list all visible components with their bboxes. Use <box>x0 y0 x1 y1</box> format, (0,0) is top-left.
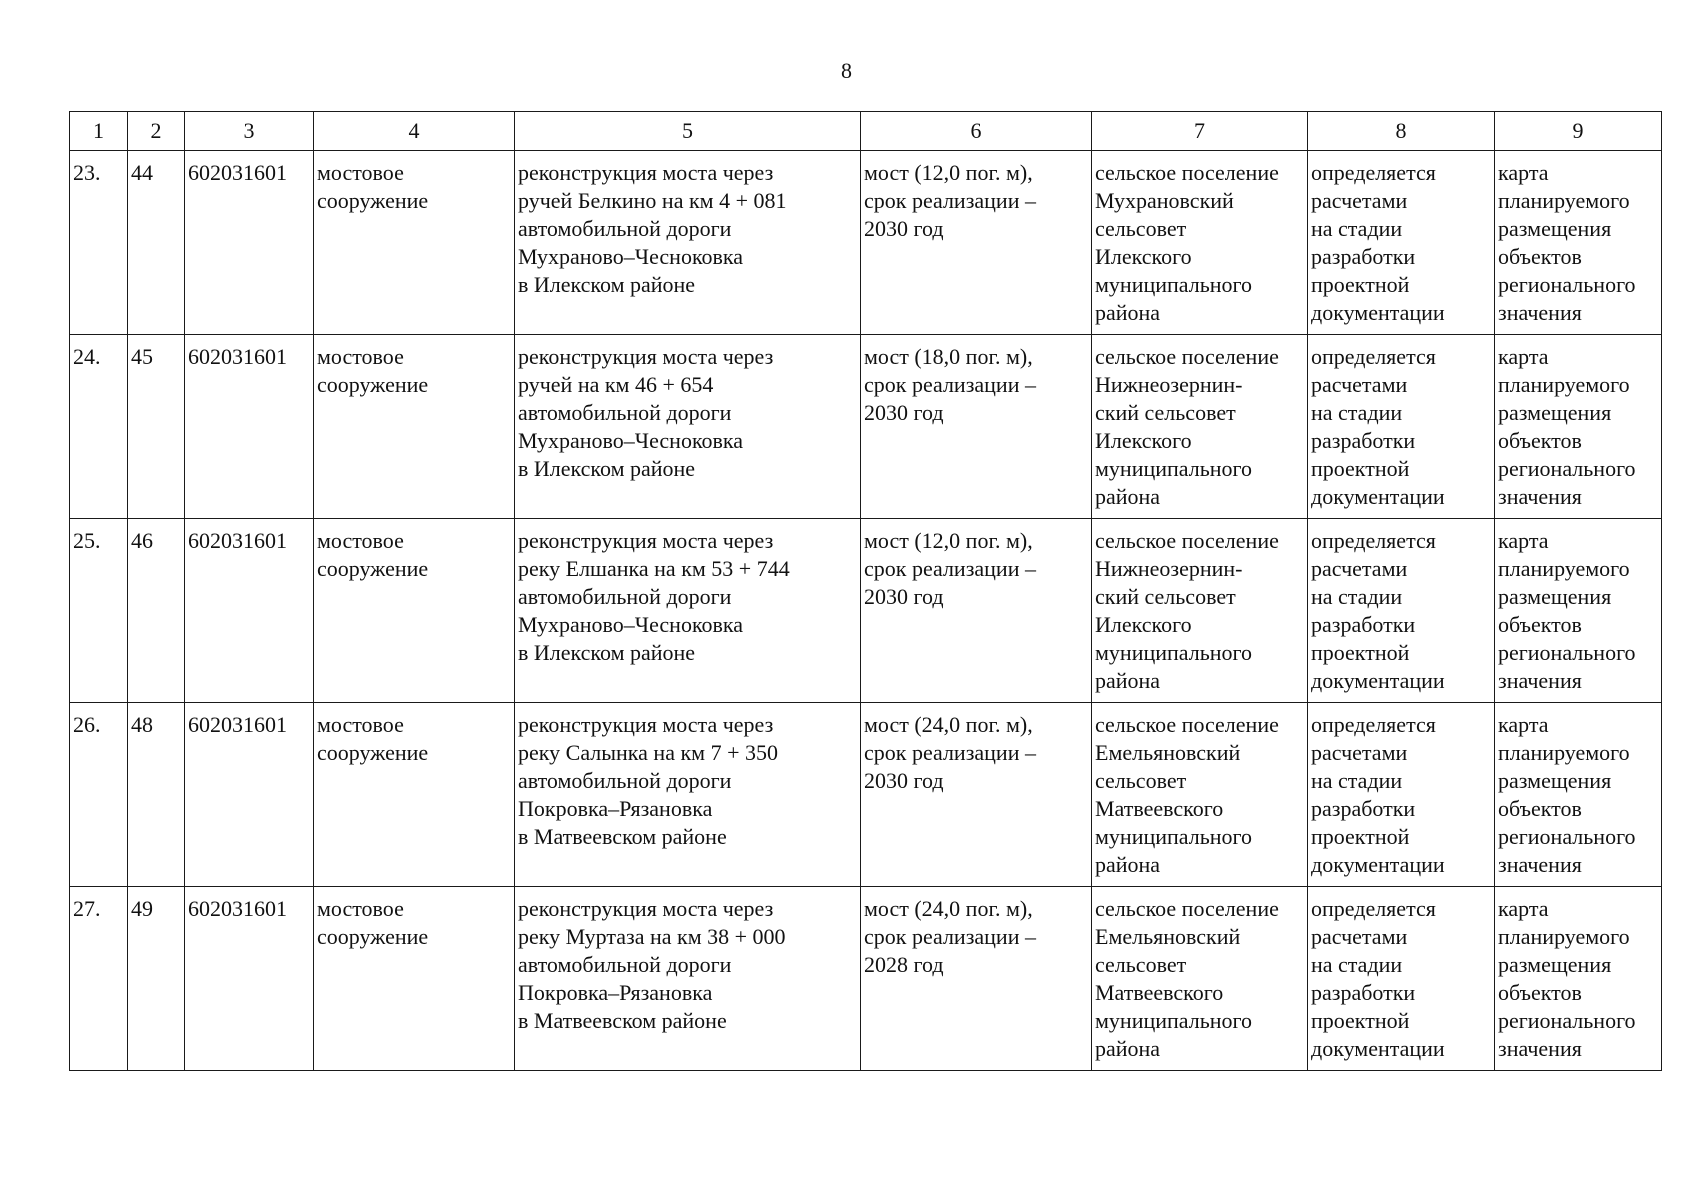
header-col-7: 7 <box>1092 112 1308 151</box>
index-cell: 46 <box>128 519 185 703</box>
header-col-6: 6 <box>861 112 1092 151</box>
object-type-cell: мостовое сооружение <box>314 335 515 519</box>
header-row <box>70 112 1662 151</box>
characteristics-cell: мост (12,0 пог. м), срок реализации – 2030 год <box>861 519 1092 703</box>
description-cell: реконструкция моста через реку Салынка на км 7 + 350 автомобильной дороги Покровка–Рязановка в Матвеевском районе <box>515 703 861 887</box>
header-col-4: 4 <box>314 112 515 151</box>
header-col-9: 9 <box>1495 112 1662 151</box>
row-number-cell: 26. <box>70 703 128 887</box>
description-cell: реконструкция моста через реку Муртаза на км 38 + 000 автомобильной дороги Покровка–Рязановка в Матвеевском районе <box>515 887 861 1071</box>
object-type-cell: мостовое сооружение <box>314 151 515 335</box>
location-cell: сельское поселение Мухрановский сельсовет Илекского муниципального района <box>1092 151 1308 335</box>
zone-cell: определяется расчетами на стадии разработки проектной документации <box>1308 519 1495 703</box>
table-row <box>70 519 1662 703</box>
row-number-cell: 27. <box>70 887 128 1071</box>
location-cell: сельское поселение Нижнеозернин- ский сельсовет Илекского муниципального района <box>1092 519 1308 703</box>
location-cell: сельское поселение Емельяновский сельсовет Матвеевского муниципального района <box>1092 887 1308 1071</box>
objects-table <box>69 111 1662 1071</box>
zone-cell: определяется расчетами на стадии разработки проектной документации <box>1308 887 1495 1071</box>
index-cell: 45 <box>128 335 185 519</box>
object-type-cell: мостовое сооружение <box>314 887 515 1071</box>
map-cell: карта планируемого размещения объектов регионального значения <box>1495 887 1662 1071</box>
row-number-cell: 23. <box>70 151 128 335</box>
map-cell: карта планируемого размещения объектов регионального значения <box>1495 151 1662 335</box>
table-row <box>70 887 1662 1071</box>
row-number-cell: 25. <box>70 519 128 703</box>
header-col-3: 3 <box>185 112 314 151</box>
object-type-cell: мостовое сооружение <box>314 703 515 887</box>
code-cell: 602031601 <box>185 335 314 519</box>
row-number-cell: 24. <box>70 335 128 519</box>
code-cell: 602031601 <box>185 519 314 703</box>
description-cell: реконструкция моста через реку Елшанка на км 53 + 744 автомобильной дороги Мухраново–Чесноковка в Илекском районе <box>515 519 861 703</box>
header-col-1: 1 <box>70 112 128 151</box>
characteristics-cell: мост (12,0 пог. м), срок реализации – 2030 год <box>861 151 1092 335</box>
header-col-8: 8 <box>1308 112 1495 151</box>
characteristics-cell: мост (24,0 пог. м), срок реализации – 2030 год <box>861 703 1092 887</box>
index-cell: 44 <box>128 151 185 335</box>
header-col-2: 2 <box>128 112 185 151</box>
zone-cell: определяется расчетами на стадии разработки проектной документации <box>1308 335 1495 519</box>
map-cell: карта планируемого размещения объектов регионального значения <box>1495 703 1662 887</box>
table-body <box>70 151 1662 1071</box>
table-header <box>70 112 1662 151</box>
description-cell: реконструкция моста через ручей на км 46 + 654 автомобильной дороги Мухраново–Чесноковка в Илекском районе <box>515 335 861 519</box>
zone-cell: определяется расчетами на стадии разработки проектной документации <box>1308 703 1495 887</box>
characteristics-cell: мост (18,0 пог. м), срок реализации – 2030 год <box>861 335 1092 519</box>
page-number: 8 <box>841 58 852 83</box>
table-row <box>70 151 1662 335</box>
header-col-5: 5 <box>515 112 861 151</box>
index-cell: 48 <box>128 703 185 887</box>
zone-cell: определяется расчетами на стадии разработки проектной документации <box>1308 151 1495 335</box>
map-cell: карта планируемого размещения объектов регионального значения <box>1495 335 1662 519</box>
characteristics-cell: мост (24,0 пог. м), срок реализации – 2028 год <box>861 887 1092 1071</box>
index-cell: 49 <box>128 887 185 1071</box>
code-cell: 602031601 <box>185 151 314 335</box>
map-cell: карта планируемого размещения объектов регионального значения <box>1495 519 1662 703</box>
table-row <box>70 703 1662 887</box>
description-cell: реконструкция моста через ручей Белкино на км 4 + 081 автомобильной дороги Мухраново–Чесноковка в Илекском районе <box>515 151 861 335</box>
table-row <box>70 335 1662 519</box>
code-cell: 602031601 <box>185 703 314 887</box>
location-cell: сельское поселение Емельяновский сельсовет Матвеевского муниципального района <box>1092 703 1308 887</box>
object-type-cell: мостовое сооружение <box>314 519 515 703</box>
location-cell: сельское поселение Нижнеозернин- ский сельсовет Илекского муниципального района <box>1092 335 1308 519</box>
code-cell: 602031601 <box>185 887 314 1071</box>
